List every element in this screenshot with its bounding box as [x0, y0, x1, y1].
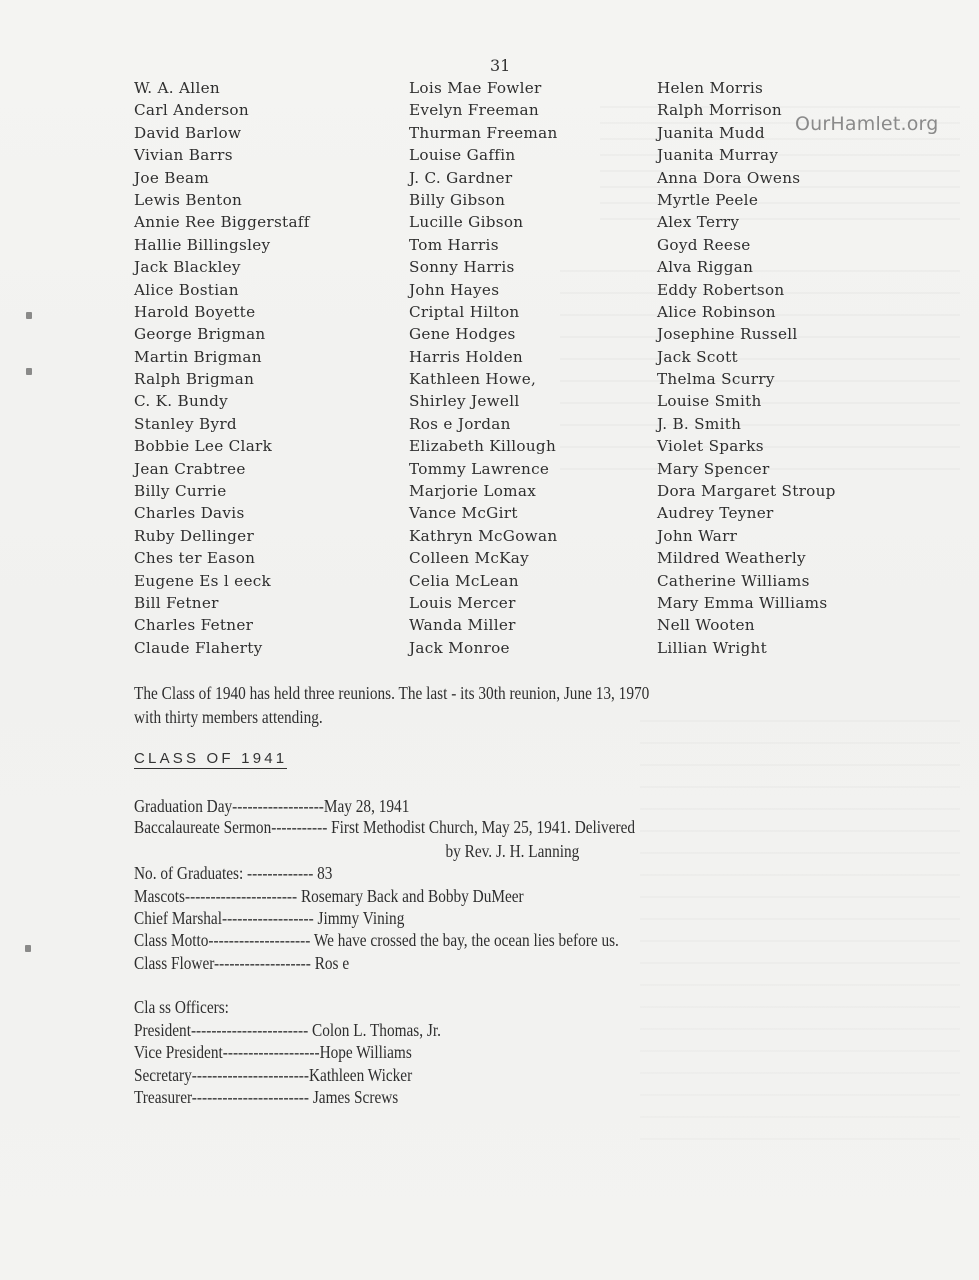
name-entry: Nell Wooten	[657, 616, 755, 635]
name-entry: C. K. Bundy	[134, 392, 229, 411]
punch-hole-mark	[25, 945, 31, 952]
name-entry: Audrey Teyner	[657, 504, 774, 523]
name-entry: Martin Brigman	[134, 347, 262, 366]
officer-secretary: Secretary-----------------------Kathleen Wicker	[134, 1065, 413, 1085]
name-entry: Ches ter Eason	[134, 549, 256, 568]
name-entry: J. B. Smith	[657, 414, 742, 433]
name-entry: Hallie Billingsley	[134, 235, 271, 254]
name-entry: Joe Beam	[134, 168, 210, 187]
name-entry: Vance McGirt	[409, 504, 518, 523]
officer-president: President----------------------- Colon L. Thomas, Jr.	[134, 1020, 441, 1040]
name-entry: Gene Hodges	[409, 325, 516, 344]
name-entry: Marjorie Lomax	[409, 482, 537, 501]
baccalaureate-sermon: Baccalaureate Sermon----------- First Methodist Church, May 25, 1941. Delivered	[134, 817, 636, 837]
page-number: 31	[490, 56, 511, 75]
reunion-paragraph	[134, 681, 908, 729]
name-entry: George Brigman	[134, 325, 266, 344]
name-entry: Sonny Harris	[409, 258, 515, 277]
name-entry: Ralph Morrison	[657, 101, 783, 120]
name-entry: David Barlow	[134, 123, 242, 142]
name-entry: W. A. Allen	[134, 79, 220, 97]
bleed-through-texture	[640, 700, 960, 1140]
name-entry: Harold Boyette	[134, 302, 256, 321]
class-heading: CLASS OF 1941	[134, 750, 288, 767]
name-entry: Vivian Barrs	[134, 146, 233, 165]
name-entry: Catherine Williams	[657, 571, 810, 590]
name-entry: J. C. Gardner	[409, 168, 513, 187]
reunion-line-2: with thirty members attending.	[134, 707, 323, 727]
name-entry: Bobbie Lee Clark	[134, 437, 273, 456]
names-column-2	[409, 77, 558, 659]
punch-hole-mark	[26, 368, 32, 375]
name-entry: Ruby Dellinger	[134, 526, 255, 545]
name-entry: Eddy Robertson	[657, 280, 785, 299]
name-entry: Carl Anderson	[134, 101, 249, 120]
chief-marshal: Chief Marshal------------------ Jimmy Vining	[134, 908, 405, 928]
class-motto: Class Motto-------------------- We have crossed the bay, the ocean lies before us.	[134, 930, 619, 950]
name-entry: Claude Flaherty	[134, 638, 263, 657]
name-entry: Lois Mae Fowler	[409, 79, 542, 97]
name-entry: Colleen McKay	[409, 549, 530, 568]
name-entry: Juanita Mudd	[657, 123, 765, 142]
name-entry: Charles Davis	[134, 504, 245, 523]
name-entry: Evelyn Freeman	[409, 101, 539, 120]
name-entry: Billy Gibson	[409, 190, 506, 209]
name-entry: Louise Smith	[657, 392, 762, 411]
punch-hole-mark	[26, 312, 32, 319]
name-entry: Louise Gaffin	[409, 146, 516, 165]
name-entry: Thelma Scurry	[657, 370, 775, 389]
name-entry: Jack Blackley	[134, 258, 241, 277]
name-entry: Alice Robinson	[657, 302, 776, 321]
name-entry: Kathryn McGowan	[409, 526, 558, 545]
name-entry: Lucille Gibson	[409, 213, 524, 232]
name-entry: Louis Mercer	[409, 593, 516, 612]
baccalaureate-sermon-continued: by Rev. J. H. Lanning	[445, 841, 580, 861]
name-entry: Stanley Byrd	[134, 414, 237, 433]
name-entry: Ros e Jordan	[409, 414, 511, 433]
graduation-day: Graduation Day------------------May 28, 1941	[134, 796, 410, 816]
name-entry: Annie Ree Biggerstaff	[134, 213, 310, 232]
name-entry: Bill Fetner	[134, 593, 219, 612]
name-entry: Jack Scott	[657, 347, 738, 366]
name-entry: Josephine Russell	[657, 325, 798, 344]
names-column-3	[657, 77, 836, 659]
name-entry: Thurman Freeman	[409, 123, 558, 142]
name-entry: Alva Riggan	[657, 258, 754, 277]
name-entry: Charles Fetner	[134, 616, 254, 635]
name-entry: Lewis Benton	[134, 190, 243, 209]
name-entry: Jack Monroe	[409, 638, 510, 657]
name-entry: Criptal Hilton	[409, 302, 520, 321]
name-entry: Jean Crabtree	[134, 459, 246, 478]
name-entry: Goyd Reese	[657, 235, 751, 254]
name-entry: Violet Sparks	[657, 437, 764, 456]
name-entry: Mary Spencer	[657, 459, 770, 478]
name-entry: Alice Bostian	[134, 280, 239, 299]
name-entry: Harris Holden	[409, 347, 523, 366]
name-entry: Myrtle Peele	[657, 190, 759, 209]
name-entry: Helen Morris	[657, 79, 764, 97]
mascots: Mascots---------------------- Rosemary Back and Bobby DuMeer	[134, 886, 524, 906]
name-entry: John Hayes	[409, 280, 500, 299]
class-officers-title: Cla ss Officers:	[134, 997, 229, 1017]
name-entry: Eugene Es l eeck	[134, 571, 272, 590]
number-of-graduates: No. of Graduates: ------------- 83	[134, 863, 333, 883]
name-entry: Tom Harris	[409, 235, 499, 254]
name-entry: Lillian Wright	[657, 638, 768, 657]
name-entry: Celia McLean	[409, 571, 519, 590]
name-entry: Dora Margaret Stroup	[657, 482, 836, 501]
watermark: OurHamlet.org	[795, 113, 939, 135]
name-entry: Alex Terry	[657, 213, 740, 232]
name-entry: John Warr	[657, 526, 738, 545]
name-entry: Ralph Brigman	[134, 370, 255, 389]
name-entry: Wanda Miller	[409, 616, 516, 635]
name-entry: Juanita Murray	[657, 146, 779, 165]
name-entry: Billy Currie	[134, 482, 227, 501]
name-entry: Mary Emma Williams	[657, 593, 828, 612]
name-entry: Tommy Lawrence	[409, 459, 550, 478]
name-entry: Elizabeth Killough	[409, 437, 557, 456]
names-column-1	[134, 77, 310, 659]
officer-treasurer: Treasurer----------------------- James Screws	[134, 1087, 399, 1107]
name-entry: Mildred Weatherly	[657, 549, 806, 568]
reunion-line-1: The Class of 1940 has held three reunions. The last - its 30th reunion, June 13, 1970	[134, 683, 650, 703]
name-entry: Anna Dora Owens	[657, 168, 801, 187]
name-entry: Kathleen Howe,	[409, 370, 537, 389]
name-entry: Shirley Jewell	[409, 392, 520, 411]
class-flower: Class Flower------------------- Ros e	[134, 953, 350, 973]
officer-vice-president: Vice President-------------------Hope Williams	[134, 1042, 412, 1062]
